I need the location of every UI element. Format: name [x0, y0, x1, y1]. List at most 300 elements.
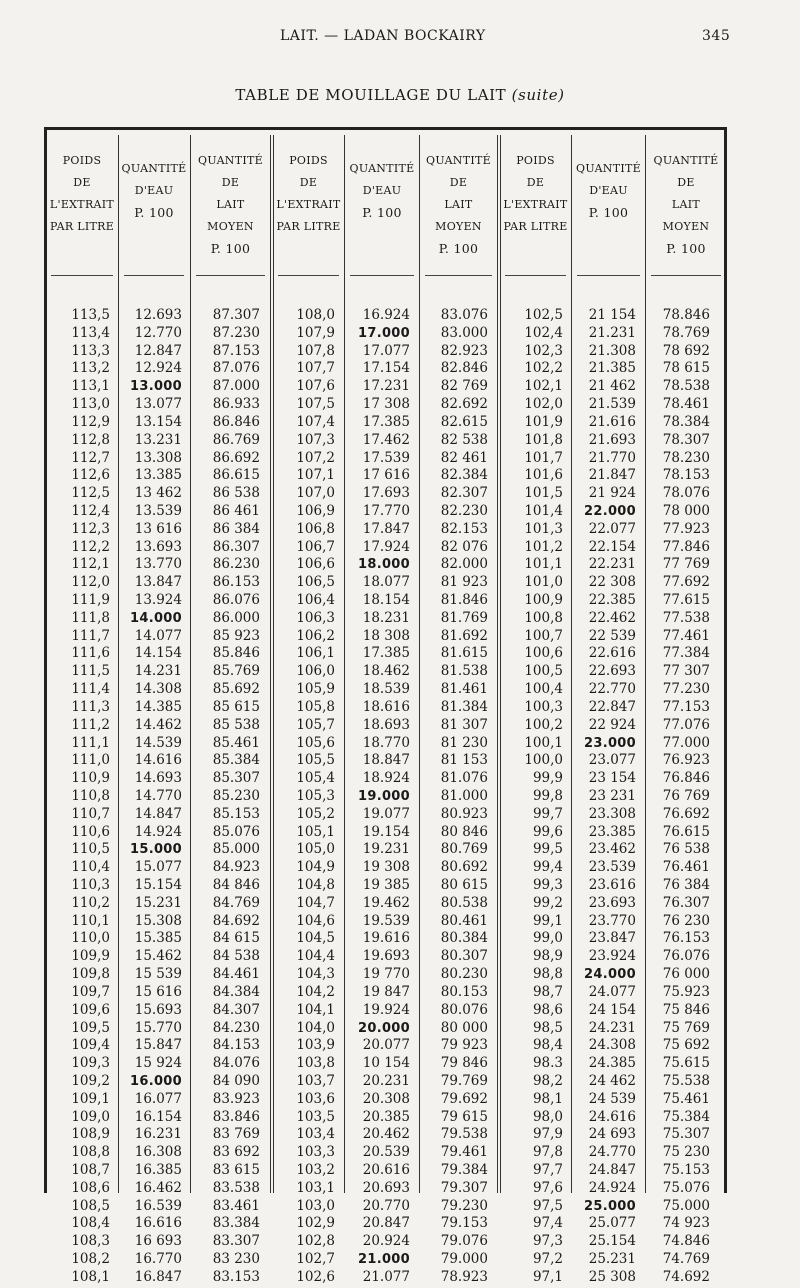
cell: 86.692 [212, 449, 260, 466]
cell: 14.385 [134, 698, 182, 715]
cell: 77 307 [662, 663, 710, 680]
cell: 79.692 [440, 1090, 488, 1107]
cell: 21.770 [588, 449, 636, 466]
cell: 110,9 [71, 770, 110, 787]
header-line: POIDS [62, 154, 102, 167]
cell: 84.692 [212, 912, 260, 929]
header-line: LAIT MOYEN [662, 198, 710, 233]
cell: 104,9 [296, 859, 335, 876]
cell: 17 308 [362, 396, 410, 413]
cell: 106,3 [296, 609, 335, 626]
cell: 108,0 [296, 307, 335, 323]
cell: 104,5 [296, 930, 335, 947]
cell: 13 616 [134, 520, 182, 537]
cell: 98.3 [532, 1055, 563, 1072]
cell: 101,4 [524, 502, 563, 519]
cell: 80.153 [440, 983, 488, 1000]
cell: 13.539 [134, 502, 182, 519]
cell: 101,1 [524, 556, 563, 573]
cell: 82.615 [440, 413, 488, 430]
cell: 83.538 [212, 1179, 260, 1196]
cell: 17.693 [362, 485, 410, 502]
cell: 19.462 [362, 894, 410, 911]
cell: 13.154 [134, 413, 182, 430]
cell: 75.153 [662, 1162, 710, 1178]
cell: 80.538 [440, 894, 488, 911]
cell: 23.616 [588, 877, 636, 893]
header-rule [350, 275, 414, 276]
cell: 102,7 [296, 1251, 335, 1268]
cell: 107,9 [296, 324, 335, 341]
cell: 15 539 [134, 966, 182, 983]
cell: 22.077 [588, 520, 636, 537]
cell: 99,1 [532, 912, 563, 929]
header-line: PAR LITRE [276, 220, 341, 233]
cell: 15.693 [134, 1001, 182, 1018]
header-line: P. 100 [438, 241, 479, 256]
header-lait-g1 [192, 150, 269, 260]
cell: 16.231 [134, 1126, 182, 1143]
cell: 107,8 [296, 342, 335, 359]
cell: 77.538 [662, 609, 710, 626]
cell: 97,7 [532, 1162, 563, 1178]
cell: 85.769 [212, 663, 260, 680]
cell: 14.693 [134, 770, 182, 787]
cell: 14.231 [134, 663, 182, 680]
cell: 80 846 [440, 823, 488, 840]
cell: 98,4 [532, 1037, 563, 1054]
cell: 102,8 [296, 1233, 335, 1250]
cell: 112,5 [71, 485, 110, 502]
cell: 86 461 [212, 502, 260, 519]
cell: 84.153 [212, 1037, 260, 1054]
cell: 99,9 [532, 770, 563, 787]
cell: 110,3 [71, 877, 110, 893]
cell: 111,9 [71, 592, 110, 608]
cell: 82.307 [440, 485, 488, 502]
cell: 13.924 [134, 592, 182, 608]
cell: 76 230 [662, 912, 710, 929]
cell: 101,5 [524, 485, 563, 502]
cell: 107,1 [296, 467, 335, 484]
cell: 17.000 [358, 325, 410, 341]
cell: 76.846 [662, 770, 710, 787]
cell: 81 307 [440, 716, 488, 733]
cell: 111,1 [71, 734, 110, 751]
cell: 104,1 [296, 1001, 335, 1018]
cell: 109,8 [71, 966, 110, 983]
cell: 79 846 [440, 1055, 488, 1072]
cell: 83.923 [212, 1090, 260, 1107]
cell: 105,3 [296, 787, 335, 804]
cell: 83.153 [212, 1268, 260, 1285]
cell: 102,1 [524, 378, 563, 395]
cell: 16 693 [134, 1233, 182, 1250]
cell: 20.770 [362, 1197, 410, 1214]
cell: 112,7 [71, 449, 110, 466]
cell: 103,9 [296, 1037, 335, 1054]
cell: 19.077 [362, 805, 410, 822]
cell: 12.770 [134, 324, 182, 341]
cell: 97,3 [532, 1233, 563, 1250]
cell: 22.847 [588, 698, 636, 715]
cell: 80.461 [440, 912, 488, 929]
cell: 23.847 [588, 930, 636, 947]
cell: 82.384 [440, 467, 488, 484]
cell: 86 384 [212, 520, 260, 537]
cell: 75.307 [662, 1126, 710, 1143]
cell: 107,6 [296, 378, 335, 395]
cell: 75 692 [662, 1037, 710, 1054]
cell: 21.539 [588, 396, 636, 413]
header-line: PAR LITRE [49, 220, 115, 233]
cell: 113,5 [71, 307, 110, 323]
cell: 23.077 [588, 752, 636, 769]
cell: 111,6 [71, 645, 110, 662]
cell: 17.924 [362, 538, 410, 555]
cell: 108,2 [71, 1251, 110, 1268]
cell: 111,7 [71, 627, 110, 644]
cell: 22.000 [584, 503, 636, 519]
header-lait-g3 [647, 150, 725, 260]
cell: 112,6 [71, 467, 110, 484]
cell: 77.384 [662, 645, 710, 662]
header-line: QUANTITÉ [653, 154, 719, 167]
cell: 22.616 [588, 645, 636, 662]
cell: 19 308 [362, 859, 410, 876]
cell: 18.154 [362, 592, 410, 608]
column-eau-g3 [584, 307, 636, 1287]
cell: 18.462 [362, 663, 410, 680]
cell: 17.770 [362, 502, 410, 519]
cell: 107,3 [296, 431, 335, 448]
cell: 24.077 [588, 983, 636, 1000]
cell: 110,6 [71, 823, 110, 840]
cell: 98,9 [532, 948, 563, 965]
cell: 103,0 [296, 1197, 335, 1214]
cell: 76.692 [662, 805, 710, 822]
cell: 107,4 [296, 413, 335, 430]
cell: 85.384 [212, 752, 260, 769]
cell: 22.231 [588, 556, 636, 573]
cell: 85.692 [212, 681, 260, 698]
cell: 84.230 [212, 1019, 260, 1036]
column-poids-g3 [524, 307, 563, 1287]
cell: 23.539 [588, 859, 636, 876]
cell: 86.153 [212, 574, 260, 591]
cell: 109,2 [71, 1072, 110, 1089]
cell: 112,9 [71, 413, 110, 430]
cell: 110,0 [71, 930, 110, 947]
cell: 112,2 [71, 538, 110, 555]
cell: 22.462 [588, 609, 636, 626]
cell: 76.461 [662, 859, 710, 876]
cell: 21 924 [588, 485, 636, 502]
cell: 83 615 [212, 1162, 260, 1178]
cell: 79.384 [440, 1162, 488, 1178]
cell: 102,9 [296, 1215, 335, 1232]
cell: 23.385 [588, 823, 636, 840]
cell: 14.462 [134, 716, 182, 733]
cell: 108,7 [71, 1162, 110, 1178]
cell: 111,3 [71, 698, 110, 715]
cell: 17.847 [362, 520, 410, 537]
cell: 78.384 [662, 413, 710, 430]
cell: 78 615 [662, 360, 710, 377]
cell: 109,3 [71, 1055, 110, 1072]
cell: 84.923 [212, 859, 260, 876]
cell: 21.616 [588, 413, 636, 430]
column-poids-g1 [71, 307, 110, 1287]
cell: 108,3 [71, 1233, 110, 1250]
column-divider [344, 135, 345, 1193]
cell: 85.230 [212, 787, 260, 804]
cell: 81.538 [440, 663, 488, 680]
cell: 113,4 [71, 324, 110, 341]
cell: 102,6 [296, 1268, 335, 1285]
cell: 103,2 [296, 1162, 335, 1178]
cell: 109,9 [71, 948, 110, 965]
cell: 78.461 [662, 396, 710, 413]
cell: 22.770 [588, 681, 636, 698]
header-line: P. 100 [666, 241, 706, 256]
cell: 83.461 [212, 1197, 260, 1214]
cell: 79.230 [440, 1197, 488, 1214]
cell: 23.693 [588, 894, 636, 911]
table-title-suffix: (suite) [511, 86, 565, 104]
cell: 78.769 [662, 324, 710, 341]
cell: 112,1 [71, 556, 110, 573]
cell: 83.000 [440, 324, 488, 341]
cell: 103,5 [296, 1108, 335, 1125]
cell: 75 230 [662, 1144, 710, 1161]
cell: 24.770 [588, 1144, 636, 1161]
cell: 107,0 [296, 485, 335, 502]
cell: 80.692 [440, 859, 488, 876]
cell: 83 230 [212, 1251, 260, 1268]
cell: 111,8 [71, 609, 110, 626]
cell: 109,1 [71, 1090, 110, 1107]
cell: 77.230 [662, 681, 710, 698]
table-title [0, 86, 800, 104]
cell: 77.846 [662, 538, 710, 555]
cell: 19.539 [362, 912, 410, 929]
cell: 21.847 [588, 467, 636, 484]
cell: 16.539 [134, 1197, 182, 1214]
cell: 112,3 [71, 520, 110, 537]
cell: 85.000 [212, 841, 260, 858]
cell: 18.847 [362, 752, 410, 769]
cell: 77.692 [662, 574, 710, 591]
cell: 101,8 [524, 431, 563, 448]
cell: 19 385 [362, 877, 410, 893]
cell: 99,7 [532, 805, 563, 822]
cell: 18.539 [362, 681, 410, 698]
column-divider [118, 135, 119, 1193]
cell: 102,2 [524, 360, 563, 377]
cell: 84.307 [212, 1001, 260, 1018]
header-line: PAR LITRE [503, 220, 568, 233]
cell: 86.230 [212, 556, 260, 573]
group-divider [270, 135, 271, 1193]
cell: 82.923 [440, 342, 488, 359]
cell: 85.307 [212, 770, 260, 787]
cell: 17 616 [362, 467, 410, 484]
cell: 109,7 [71, 983, 110, 1000]
cell: 13.385 [134, 467, 182, 484]
cell: 24 154 [588, 1001, 636, 1018]
header-eau-g3 [573, 158, 644, 268]
column-lait-g2 [441, 307, 488, 1287]
cell: 78.923 [440, 1268, 488, 1285]
cell: 100,4 [524, 681, 563, 698]
cell: 23.462 [588, 841, 636, 858]
cell: 25.000 [584, 1198, 636, 1214]
cell: 81.769 [440, 609, 488, 626]
cell: 74.769 [662, 1251, 710, 1268]
cell: 106,1 [296, 645, 335, 662]
header-line: QUANTITÉ [121, 162, 187, 175]
cell: 77.615 [662, 592, 710, 608]
cell: 85 923 [212, 627, 260, 644]
cell: 75.076 [662, 1179, 710, 1196]
cell: 20.077 [362, 1037, 410, 1054]
cell: 22.385 [588, 592, 636, 608]
cell: 78 000 [662, 502, 710, 519]
cell: 80.076 [440, 1001, 488, 1018]
cell: 80 615 [440, 877, 488, 893]
cell: 10 154 [362, 1055, 410, 1072]
header-line: POIDS [289, 154, 328, 167]
cell: 106,4 [296, 592, 335, 608]
cell: 15.462 [134, 948, 182, 965]
cell: 110,1 [71, 912, 110, 929]
cell: 20.616 [362, 1162, 410, 1178]
cell: 16.385 [134, 1162, 182, 1178]
header-line: DE [73, 176, 91, 189]
cell: 14.616 [134, 752, 182, 769]
cell: 83.076 [440, 307, 488, 323]
cell: 84 846 [212, 877, 260, 893]
cell: 14.924 [134, 823, 182, 840]
cell: 104,2 [296, 983, 335, 1000]
cell: 98,2 [532, 1072, 563, 1089]
cell: 82.000 [440, 556, 488, 573]
cell: 18.616 [362, 698, 410, 715]
cell: 15.847 [134, 1037, 182, 1054]
cell: 79.000 [440, 1251, 488, 1268]
column-divider [419, 135, 420, 1193]
group-divider [497, 135, 498, 1193]
cell: 15.154 [134, 877, 182, 893]
column-lait-g3 [663, 307, 710, 1287]
cell: 107,5 [296, 396, 335, 413]
cell: 75.461 [662, 1090, 710, 1107]
cell: 97,9 [532, 1126, 563, 1143]
header-eau-g2 [346, 158, 418, 268]
cell: 113,0 [71, 396, 110, 413]
cell: 80.384 [440, 930, 488, 947]
header-line: P. 100 [362, 205, 402, 220]
cell: 14.077 [134, 627, 182, 644]
cell: 105,5 [296, 752, 335, 769]
header-rule [278, 275, 339, 276]
cell: 101,0 [524, 574, 563, 591]
cell: 77.076 [662, 716, 710, 733]
cell: 15.385 [134, 930, 182, 947]
cell: 19.924 [362, 1001, 410, 1018]
header-line: L'EXTRAIT [276, 198, 341, 211]
cell: 111,4 [71, 681, 110, 698]
cell: 109,0 [71, 1108, 110, 1125]
cell: 98,8 [532, 966, 563, 983]
cell: 13.231 [134, 431, 182, 448]
page-number: 345 [702, 28, 731, 44]
header-lait-g2 [421, 150, 496, 260]
cell: 85.153 [212, 805, 260, 822]
cell: 23.000 [584, 735, 636, 751]
cell: 84.384 [212, 983, 260, 1000]
cell: 22.154 [588, 538, 636, 555]
cell: 17.539 [362, 449, 410, 466]
cell: 13.077 [134, 396, 182, 413]
cell: 13.308 [134, 449, 182, 466]
column-divider [645, 135, 646, 1193]
cell: 17.462 [362, 431, 410, 448]
cell: 23.770 [588, 912, 636, 929]
cell: 74.692 [662, 1268, 710, 1285]
cell: 14.847 [134, 805, 182, 822]
cell: 85.461 [212, 734, 260, 751]
header-rule [425, 275, 492, 276]
cell: 15.000 [130, 842, 182, 858]
cell: 17.077 [362, 342, 410, 359]
cell: 106,8 [296, 520, 335, 537]
cell: 22 539 [588, 627, 636, 644]
cell: 82.153 [440, 520, 488, 537]
header-line: D'EAU [362, 184, 402, 197]
cell: 100,3 [524, 698, 563, 715]
cell: 105,1 [296, 823, 335, 840]
cell: 25.231 [588, 1251, 636, 1268]
cell: 105,0 [296, 841, 335, 858]
cell: 76.307 [662, 894, 710, 911]
cell: 24 693 [588, 1126, 636, 1143]
cell: 76 384 [662, 877, 710, 893]
cell: 85 538 [212, 716, 260, 733]
cell: 78.230 [662, 449, 710, 466]
cell: 76 000 [662, 966, 710, 983]
cell: 87.000 [212, 378, 260, 395]
cell: 101,3 [524, 520, 563, 537]
cell: 84.769 [212, 894, 260, 911]
cell: 97,1 [532, 1268, 563, 1285]
header-line: LAIT MOYEN [435, 198, 482, 233]
cell: 23 231 [588, 787, 636, 804]
cell: 104,6 [296, 912, 335, 929]
cell: 79.076 [440, 1233, 488, 1250]
cell: 109,4 [71, 1037, 110, 1054]
cell: 81.692 [440, 627, 488, 644]
cell: 105,2 [296, 805, 335, 822]
cell: 77.153 [662, 698, 710, 715]
cell: 17.154 [362, 360, 410, 377]
header-line: P. 100 [210, 241, 251, 256]
cell: 105,9 [296, 681, 335, 698]
cell: 86.933 [212, 396, 260, 413]
cell: 113,3 [71, 342, 110, 359]
cell: 100,2 [524, 716, 563, 733]
